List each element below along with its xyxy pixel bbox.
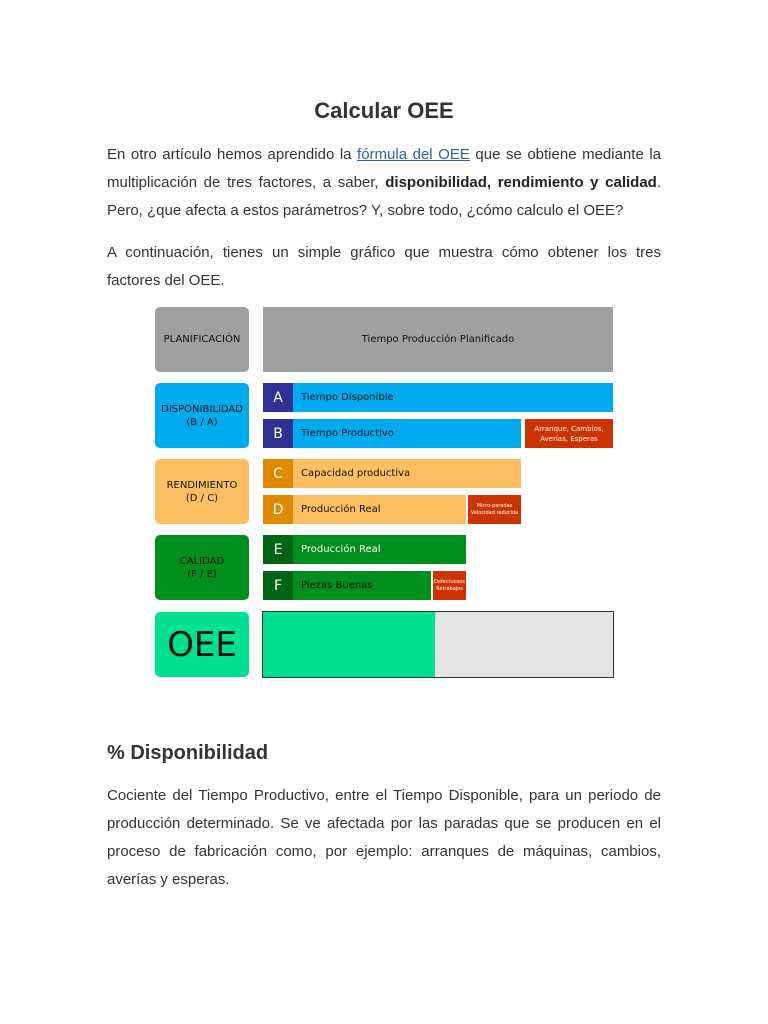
intro-text-2: que se obtiene mediante la multiplicación de tres factores, a saber, <box>107 146 662 191</box>
calidad-formula: (F / E) <box>187 568 217 580</box>
oee-result-fill <box>263 612 435 677</box>
bar-f <box>263 571 431 600</box>
tiempo-planificado-label: Tiempo Producción Planificado <box>361 334 515 345</box>
bar-b-loss-text <box>534 424 603 444</box>
disponibilidad-formula: (B / A) <box>186 416 218 428</box>
planificacion-label: PLANIFICACIÓN <box>163 334 241 345</box>
oee-box <box>155 612 249 677</box>
calidad-box <box>155 535 249 600</box>
bar-d-loss-line2: Velocidad reducida <box>470 509 519 516</box>
bar-a-label: Tiempo Disponible <box>301 392 394 403</box>
bar-f-loss-line2: Retrabajos <box>436 585 463 592</box>
rendimiento-label: RENDIMIENTO <box>166 479 238 491</box>
bar-c-label: Capacidad productiva <box>301 468 411 479</box>
bar-d-letter: D <box>263 495 293 524</box>
bar-a-letter: A <box>263 383 293 412</box>
section-title: % Disponibilidad <box>107 742 269 764</box>
section-paragraph: Cociente del Tiempo Productivo, entre el Tiempo Disponible, para un periodo de producción determinado. Se ve afectada por las paradas que se producen en el proceso de fabricación como, por ejemplo: arranques de máquinas, cambios, averías y esperas. <box>107 787 661 888</box>
bar-c <box>263 459 521 488</box>
oee-result-bar <box>262 611 614 678</box>
calidad-text <box>180 555 224 581</box>
bar-d-label: Producción Real <box>301 504 381 515</box>
disponibilidad-text <box>161 403 243 429</box>
rendimiento-box <box>155 459 249 524</box>
intro-paragraph <box>107 141 661 225</box>
bar-f-loss-line1: Defectuosos <box>434 578 465 585</box>
bar-f-loss-text <box>434 579 465 593</box>
bar-b <box>263 419 521 448</box>
intro-text-1: En otro artículo hemos aprendido la <box>107 146 358 163</box>
disponibilidad-box <box>155 383 249 448</box>
bar-e-label: Producción Real <box>301 544 381 555</box>
bar-b-loss-line1: Arranque, Cambios, <box>534 424 604 433</box>
oee-diagram <box>155 307 615 679</box>
rendimiento-text <box>167 479 238 505</box>
bar-e-letter: E <box>263 535 293 564</box>
intro-text-3: . Pero, ¿que afecta a estos parámetros? Y, sobre todo, ¿cómo calculo el OEE? <box>107 174 661 219</box>
bar-a <box>263 383 613 412</box>
bar-c-letter: C <box>263 459 293 488</box>
bar-b-loss-line2: Averías, Esperas <box>540 434 598 443</box>
intro2-paragraph: A continuación, tienes un simple gráfico que muestra cómo obtener los tres factores del OEE. <box>107 244 661 289</box>
bar-d-loss-line1: Micro-paradas <box>476 502 513 509</box>
bar-f-letter: F <box>263 571 293 600</box>
bar-b-label: Tiempo Productivo <box>301 428 394 439</box>
bar-b-loss <box>525 419 613 448</box>
disponibilidad-label: DISPONIBILIDAD <box>161 403 243 415</box>
intro-bold-text: disponibilidad, rendimiento y calidad <box>385 174 657 191</box>
bar-d <box>263 495 466 524</box>
bar-f-loss <box>433 571 466 600</box>
calidad-label: CALIDAD <box>179 555 225 567</box>
page-title: Calcular OEE <box>314 98 454 123</box>
bar-d-loss-text <box>471 503 518 517</box>
bar-e <box>263 535 466 564</box>
planificacion-box <box>155 307 249 372</box>
tiempo-planificado-bar <box>263 307 613 372</box>
formula-oee-link[interactable]: fórmula del OEE <box>357 146 470 163</box>
rendimiento-formula: (D / C) <box>185 492 219 504</box>
bar-f-label: Piezas Buenas <box>301 580 373 591</box>
bar-b-letter: B <box>263 419 293 448</box>
oee-label: OEE <box>167 624 237 665</box>
bar-d-loss <box>468 495 521 524</box>
